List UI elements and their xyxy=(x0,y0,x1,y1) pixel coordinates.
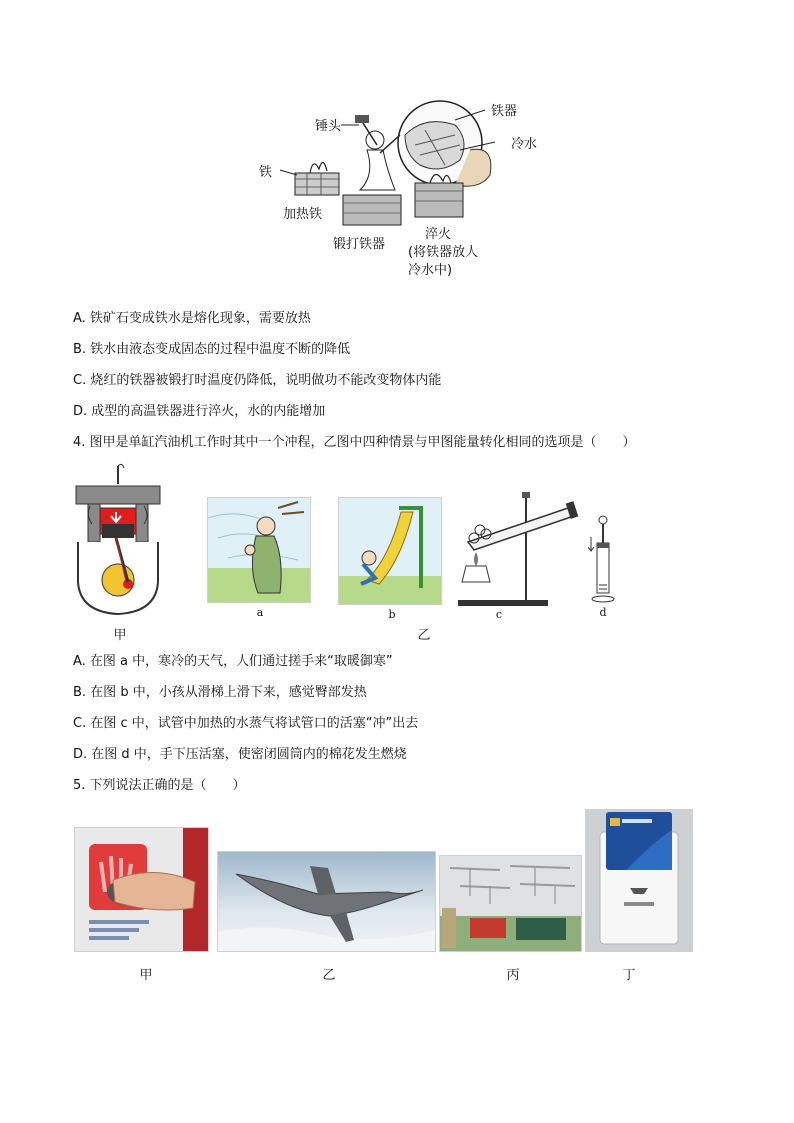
piston-art xyxy=(588,515,618,605)
caption-bing-q5: 丙 xyxy=(506,968,520,983)
photo-ding-card-switch xyxy=(585,809,693,952)
hand-sensor-art xyxy=(75,828,208,951)
caption-d: d xyxy=(599,606,607,619)
q3-option-b: B. 铁水由液态变成固态的过程中温度不断的降低 xyxy=(73,342,351,357)
q5-stem: 5. 下列说法正确的是（ ） xyxy=(73,778,246,793)
caption-jia-q4: 甲 xyxy=(113,628,127,643)
q3-option-c: C. 烧红的铁器被锻打时温度仍降低，说明做功不能改变物体内能 xyxy=(73,373,442,388)
q4-option-a: A. 在图 a 中，寒冷的天气，人们通过搓手来“取暖御寒” xyxy=(73,654,393,669)
test-tube-art xyxy=(456,486,581,610)
drone-art xyxy=(218,852,435,951)
card-switch-art xyxy=(586,810,692,951)
label-heat-iron: 加热铁 xyxy=(283,207,323,222)
image-c-test-tube xyxy=(456,486,581,610)
caption-c: c xyxy=(495,608,503,621)
rubbing-hands-art xyxy=(208,498,310,602)
label-hammer: 锤头 xyxy=(315,119,342,134)
caption-ding-q5: 丁 xyxy=(622,968,636,983)
q4-option-b: B. 在图 b 中，小孩从滑梯上滑下来，感觉臀部发热 xyxy=(73,685,367,700)
label-quench-2: (将铁器放人 xyxy=(408,245,479,260)
label-quench-1: 淬火 xyxy=(425,227,452,242)
forging-illustration xyxy=(255,95,545,280)
caption-a: a xyxy=(256,606,264,619)
label-ware: 铁器 xyxy=(491,104,518,119)
q4-option-d: D. 在图 d 中，手下压活塞，使密闭圆筒内的棉花发生燃烧 xyxy=(73,747,407,762)
photo-bing-classroom xyxy=(439,855,582,952)
caption-yi-q4: 乙 xyxy=(417,628,431,643)
q4-stem: 4. 图甲是单缸汽油机工作时其中一个冲程，乙图中四种情景与甲图能量转化相同的选项是（ ） xyxy=(73,435,636,450)
classroom-art xyxy=(440,856,581,951)
slide-art xyxy=(339,498,441,604)
label-cold-water: 冷水 xyxy=(511,137,538,152)
caption-jia-q5: 甲 xyxy=(139,968,153,983)
engine-figure xyxy=(70,462,170,620)
label-iron: 铁 xyxy=(259,165,273,180)
caption-b: b xyxy=(388,608,396,621)
photo-yi-drone xyxy=(217,851,436,952)
photo-jia-hand-sensor xyxy=(74,827,209,952)
forging-figure xyxy=(255,95,545,280)
caption-yi-q5: 乙 xyxy=(322,968,336,983)
image-d-piston xyxy=(588,515,618,605)
image-a-rubbing-hands xyxy=(207,497,311,603)
q3-option-d: D. 成型的高温铁器进行淬火，水的内能增加 xyxy=(73,404,326,419)
engine-diagram xyxy=(70,462,170,620)
q4-option-c: C. 在图 c 中，试管中加热的水蒸气将试管口的活塞“冲”出去 xyxy=(73,716,419,731)
label-quench-3: 冷水中) xyxy=(408,263,453,278)
label-forge: 锻打铁器 xyxy=(333,237,386,252)
q3-option-a: A. 铁矿石变成铁水是熔化现象，需要放热 xyxy=(73,311,311,326)
image-b-slide xyxy=(338,497,442,605)
